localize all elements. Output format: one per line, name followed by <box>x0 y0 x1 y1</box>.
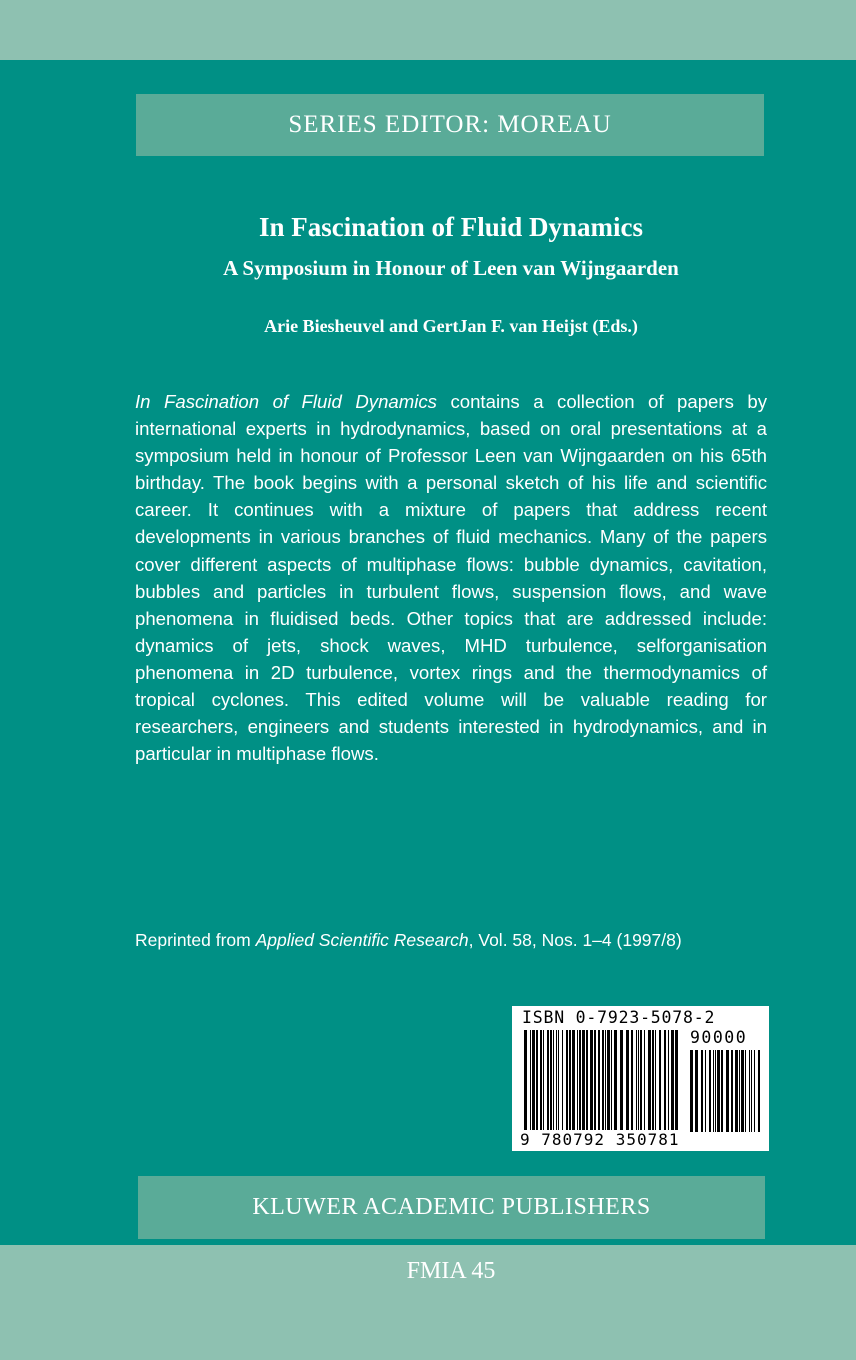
barcode-bars <box>524 1030 680 1130</box>
isbn-number: ISBN 0-7923-5078-2 <box>522 1008 716 1027</box>
series-editor-banner <box>136 94 764 156</box>
description-italic-title: In Fascination of Fluid Dynamics <box>135 391 437 412</box>
book-title: In Fascination of Fluid Dynamics <box>258 212 644 242</box>
reprint-prefix: Reprinted from <box>135 930 256 950</box>
addon-barcode-bars <box>690 1050 760 1132</box>
series-code: FMIA 45 <box>406 1258 496 1284</box>
book-editors: Arie Biesheuvel and GertJan F. van Heijst (Eds.) <box>264 316 638 336</box>
top-band <box>0 0 856 60</box>
ean-digits: 9 780792 350781 <box>520 1130 680 1149</box>
series-editor-label: SERIES EDITOR: MOREAU <box>288 111 612 138</box>
book-subtitle: A Symposium in Honour of Leen van Wijngaarden <box>223 256 679 280</box>
description-body: contains a collection of papers by international experts in hydrodynamics, based on oral presentations at a symposium held in honour of Professor Leen van Wijngaarden on his 65th birthday. The book begins with a personal sketch of his life and scientific career. It continues with a mixture of papers that address recent developments in various branches of fluid mechanics. Many of the papers cover different aspects of multiphase flows: bubble dynamics, cavitation, bubbles and particles in turbulent flows, suspension flows, and wave phenomena in fluidised beds. Other topics that are addressed include: dynamics of jets, shock waves, MHD turbulence, selforganisation phenomena in 2D turbulence, vortex rings and the thermodynamics of tropical cyclones. This edited volume will be valuable reading for researchers, engineers and students interested in hydrodynamics, and in particular in multiphase flows. <box>135 391 767 765</box>
publisher-banner <box>138 1176 765 1239</box>
price-addon-digits: 90000 <box>690 1028 748 1047</box>
publisher-name: KLUWER ACADEMIC PUBLISHERS <box>252 1194 651 1220</box>
reprint-suffix: , Vol. 58, Nos. 1–4 (1997/8) <box>468 930 682 950</box>
isbn-barcode <box>512 1006 769 1151</box>
description-paragraph <box>135 388 767 767</box>
reprint-journal: Applied Scientific Research <box>255 930 469 950</box>
reprint-note <box>135 930 795 951</box>
